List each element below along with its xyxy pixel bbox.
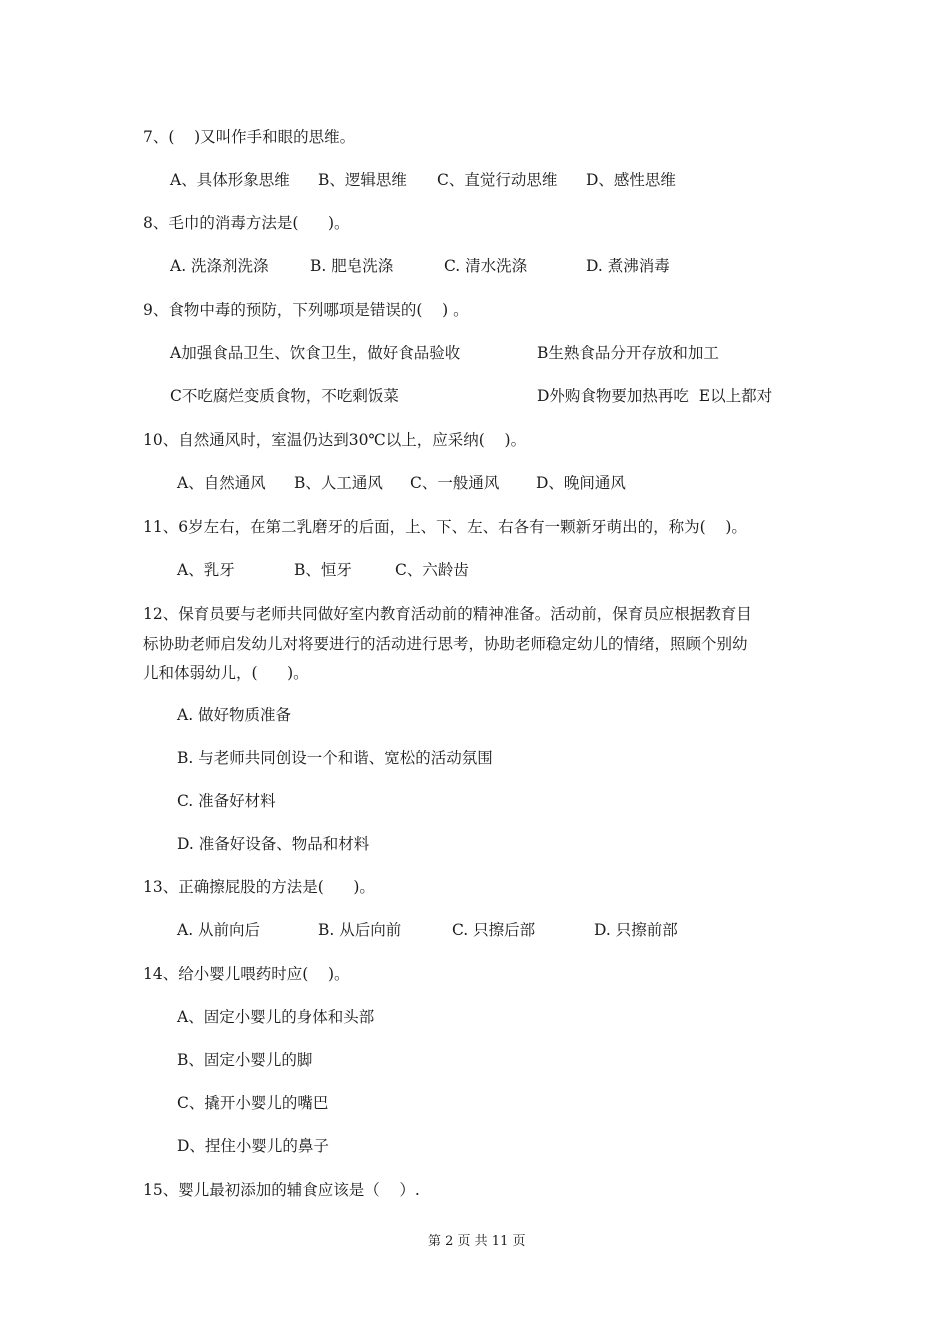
question-15-stem: 15、婴儿最初添加的辅食应该是（ ）. — [143, 1181, 420, 1199]
question-8-option-a: A. 洗涤剂洗涤 — [170, 257, 269, 275]
question-12-option-a: A. 做好物质准备 — [177, 706, 292, 724]
question-11-option-b: B、恒牙 — [294, 561, 352, 579]
question-12-option-c: C. 准备好材料 — [177, 792, 276, 810]
question-14-option-c: C、撬开小婴儿的嘴巴 — [177, 1094, 329, 1112]
question-13-option-a: A. 从前向后 — [177, 921, 261, 939]
question-9-option-d: D外购食物要加热再吃 E以上都对 — [537, 387, 773, 405]
question-10-option-a: A、自然通风 — [177, 474, 266, 492]
question-12-stem-line-2: 标协助老师启发幼儿对将要进行的活动进行思考，协助老师稳定幼儿的情绪，照顾个别幼 — [143, 635, 748, 653]
question-8-option-d: D. 煮沸消毒 — [586, 257, 670, 275]
question-10-option-d: D、晚间通风 — [536, 474, 626, 492]
question-8-stem: 8、毛巾的消毒方法是( )。 — [143, 214, 350, 232]
question-10-option-c: C、一般通风 — [410, 474, 500, 492]
question-14-stem: 14、给小婴儿喂药时应( )。 — [143, 965, 350, 983]
question-10-stem: 10、自然通风时，室温仍达到30℃以上，应采纳( )。 — [143, 431, 527, 449]
question-12-option-d: D. 准备好设备、物品和材料 — [177, 835, 370, 853]
question-11-option-a: A、乳牙 — [177, 561, 235, 579]
question-9-option-b: B生熟食品分开存放和加工 — [537, 344, 719, 362]
question-12-option-b: B. 与老师共同创设一个和谐、宽松的活动氛围 — [177, 749, 493, 767]
question-9-option-c: C不吃腐烂变质食物，不吃剩饭菜 — [170, 387, 399, 405]
question-12-stem-line-3: 儿和体弱幼儿，( )。 — [143, 664, 309, 682]
question-13-option-d: D. 只擦前部 — [594, 921, 678, 939]
question-9-stem: 9、食物中毒的预防，下列哪项是错误的( ) 。 — [143, 301, 469, 319]
question-8-option-c: C. 清水洗涤 — [444, 257, 528, 275]
question-13-option-b: B. 从后向前 — [318, 921, 402, 939]
question-7-option-b: B、逻辑思维 — [318, 171, 407, 189]
question-7-option-a: A、具体形象思维 — [170, 171, 290, 189]
question-11-option-c: C、六龄齿 — [395, 561, 469, 579]
question-8-option-b: B. 肥皂洗涤 — [310, 257, 394, 275]
question-14-option-b: B、固定小婴儿的脚 — [177, 1051, 313, 1069]
question-11-stem: 11、6岁左右，在第二乳磨牙的后面，上、下、左、右各有一颗新牙萌出的，称为( )。 — [143, 518, 747, 536]
question-10-option-b: B、人工通风 — [294, 474, 383, 492]
question-7-stem: 7、( )又叫作手和眼的思维。 — [143, 128, 356, 146]
page-number-footer: 第 2 页 共 11 页 — [428, 1234, 526, 1249]
question-12-stem-line-1: 12、保育员要与老师共同做好室内教育活动前的精神准备。活动前，保育员应根据教育目 — [143, 605, 752, 623]
question-7-option-d: D、感性思维 — [586, 171, 676, 189]
question-13-stem: 13、正确擦屁股的方法是( )。 — [143, 878, 375, 896]
question-14-option-d: D、捏住小婴儿的鼻子 — [177, 1137, 329, 1155]
question-13-option-c: C. 只擦后部 — [452, 921, 536, 939]
question-7-option-c: C、直觉行动思维 — [437, 171, 558, 189]
question-14-option-a: A、固定小婴儿的身体和头部 — [177, 1008, 375, 1026]
question-9-option-a: A加强食品卫生、饮食卫生，做好食品验收 — [170, 344, 461, 362]
